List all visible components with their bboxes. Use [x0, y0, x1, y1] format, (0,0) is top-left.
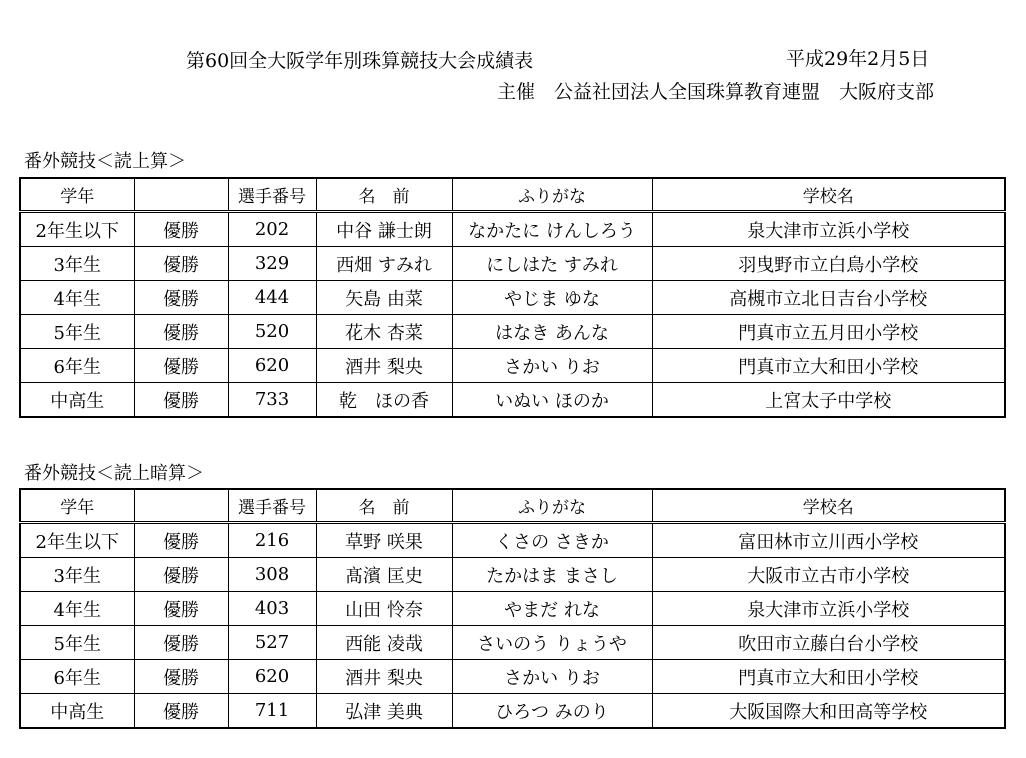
table-header-row [20, 489, 1005, 523]
table-row [20, 349, 1005, 383]
school-cell: 大阪国際大和田高等学校 [652, 694, 1005, 729]
school-cell: 上宮太子中学校 [652, 383, 1005, 418]
school-cell: 富田林市立川西小学校 [652, 523, 1005, 558]
grade-cell: 3年生 [20, 247, 134, 281]
furigana-header: ふりがな [452, 178, 652, 212]
entry-number-cell: 527 [228, 626, 316, 660]
name-cell: 弘津 美典 [316, 694, 452, 729]
name-header: 名 前 [316, 489, 452, 523]
award-cell: 優勝 [134, 660, 228, 694]
award-cell: 優勝 [134, 523, 228, 558]
entry-number-cell: 444 [228, 281, 316, 315]
grade-cell: 中高生 [20, 694, 134, 729]
entry-number-cell: 733 [228, 383, 316, 418]
school-cell: 泉大津市立浜小学校 [652, 212, 1005, 247]
furigana-cell: なかたに けんしろう [452, 212, 652, 247]
table-row [20, 694, 1005, 729]
school-header: 学校名 [652, 178, 1005, 212]
grade-cell: 5年生 [20, 626, 134, 660]
grade-cell: 6年生 [20, 349, 134, 383]
name-cell: 西能 凌哉 [316, 626, 452, 660]
furigana-cell: やまだ れな [452, 592, 652, 626]
table-header-row [20, 178, 1005, 212]
name-cell: 花木 杏菜 [316, 315, 452, 349]
furigana-header: ふりがな [452, 489, 652, 523]
table-row [20, 660, 1005, 694]
name-cell: 髙濱 匡史 [316, 558, 452, 592]
name-cell: 酒井 梨央 [316, 660, 452, 694]
award-cell: 優勝 [134, 626, 228, 660]
grade-cell: 4年生 [20, 592, 134, 626]
school-cell: 門真市立大和田小学校 [652, 660, 1005, 694]
table-row [20, 212, 1005, 247]
section-title-yomiagezan: 番外競技＜読上算＞ [24, 151, 186, 172]
award-cell: 優勝 [134, 383, 228, 418]
entry-number-header: 選手番号 [228, 489, 316, 523]
school-cell: 高槻市立北日吉台小学校 [652, 281, 1005, 315]
grade-cell: 2年生以下 [20, 212, 134, 247]
furigana-cell: さかい りお [452, 660, 652, 694]
school-header: 学校名 [652, 489, 1005, 523]
school-cell: 大阪市立古市小学校 [652, 558, 1005, 592]
results-table-yomiageanzan [19, 488, 1006, 729]
table-row [20, 626, 1005, 660]
entry-number-cell: 308 [228, 558, 316, 592]
table-row [20, 558, 1005, 592]
award-cell: 優勝 [134, 315, 228, 349]
furigana-cell: ひろつ みのり [452, 694, 652, 729]
furigana-cell: やじま ゆな [452, 281, 652, 315]
school-cell: 吹田市立藤白台小学校 [652, 626, 1005, 660]
name-cell: 草野 咲果 [316, 523, 452, 558]
entry-number-header: 選手番号 [228, 178, 316, 212]
name-cell: 山田 怜奈 [316, 592, 452, 626]
award-header [134, 178, 228, 212]
furigana-cell: くさの さきか [452, 523, 652, 558]
entry-number-cell: 202 [228, 212, 316, 247]
table-row [20, 281, 1005, 315]
page-title: 第60回全大阪学年別珠算競技大会成績表 [186, 50, 534, 72]
school-cell: 泉大津市立浜小学校 [652, 592, 1005, 626]
award-cell: 優勝 [134, 349, 228, 383]
sponsor-line: 主催 公益社団法人全国珠算教育連盟 大阪府支部 [497, 81, 935, 103]
furigana-cell: さいのう りょうや [452, 626, 652, 660]
award-cell: 優勝 [134, 281, 228, 315]
award-cell: 優勝 [134, 212, 228, 247]
grade-cell: 2年生以下 [20, 523, 134, 558]
school-cell: 羽曳野市立白鳥小学校 [652, 247, 1005, 281]
entry-number-cell: 403 [228, 592, 316, 626]
grade-cell: 5年生 [20, 315, 134, 349]
table-row [20, 315, 1005, 349]
grade-header: 学年 [20, 178, 134, 212]
entry-number-cell: 620 [228, 660, 316, 694]
grade-cell: 4年生 [20, 281, 134, 315]
entry-number-cell: 520 [228, 315, 316, 349]
award-cell: 優勝 [134, 247, 228, 281]
furigana-cell: はなき あんな [452, 315, 652, 349]
entry-number-cell: 329 [228, 247, 316, 281]
name-cell: 西畑 すみれ [316, 247, 452, 281]
table-row [20, 247, 1005, 281]
table-row [20, 383, 1005, 418]
results-table-yomiagezan [19, 177, 1006, 418]
name-cell: 乾 ほの香 [316, 383, 452, 418]
grade-header: 学年 [20, 489, 134, 523]
furigana-cell: たかはま まさし [452, 558, 652, 592]
name-cell: 矢島 由菜 [316, 281, 452, 315]
name-cell: 中谷 謙士朗 [316, 212, 452, 247]
school-cell: 門真市立大和田小学校 [652, 349, 1005, 383]
name-cell: 酒井 梨央 [316, 349, 452, 383]
grade-cell: 6年生 [20, 660, 134, 694]
grade-cell: 3年生 [20, 558, 134, 592]
table-row [20, 523, 1005, 558]
school-cell: 門真市立五月田小学校 [652, 315, 1005, 349]
furigana-cell: にしはた すみれ [452, 247, 652, 281]
grade-cell: 中高生 [20, 383, 134, 418]
entry-number-cell: 216 [228, 523, 316, 558]
event-date: 平成29年2月5日 [786, 48, 930, 70]
name-header: 名 前 [316, 178, 452, 212]
section-title-yomiageanzan: 番外競技＜読上暗算＞ [24, 463, 204, 484]
award-header [134, 489, 228, 523]
award-cell: 優勝 [134, 558, 228, 592]
furigana-cell: いぬい ほのか [452, 383, 652, 418]
entry-number-cell: 620 [228, 349, 316, 383]
entry-number-cell: 711 [228, 694, 316, 729]
award-cell: 優勝 [134, 694, 228, 729]
table-row [20, 592, 1005, 626]
furigana-cell: さかい りお [452, 349, 652, 383]
award-cell: 優勝 [134, 592, 228, 626]
